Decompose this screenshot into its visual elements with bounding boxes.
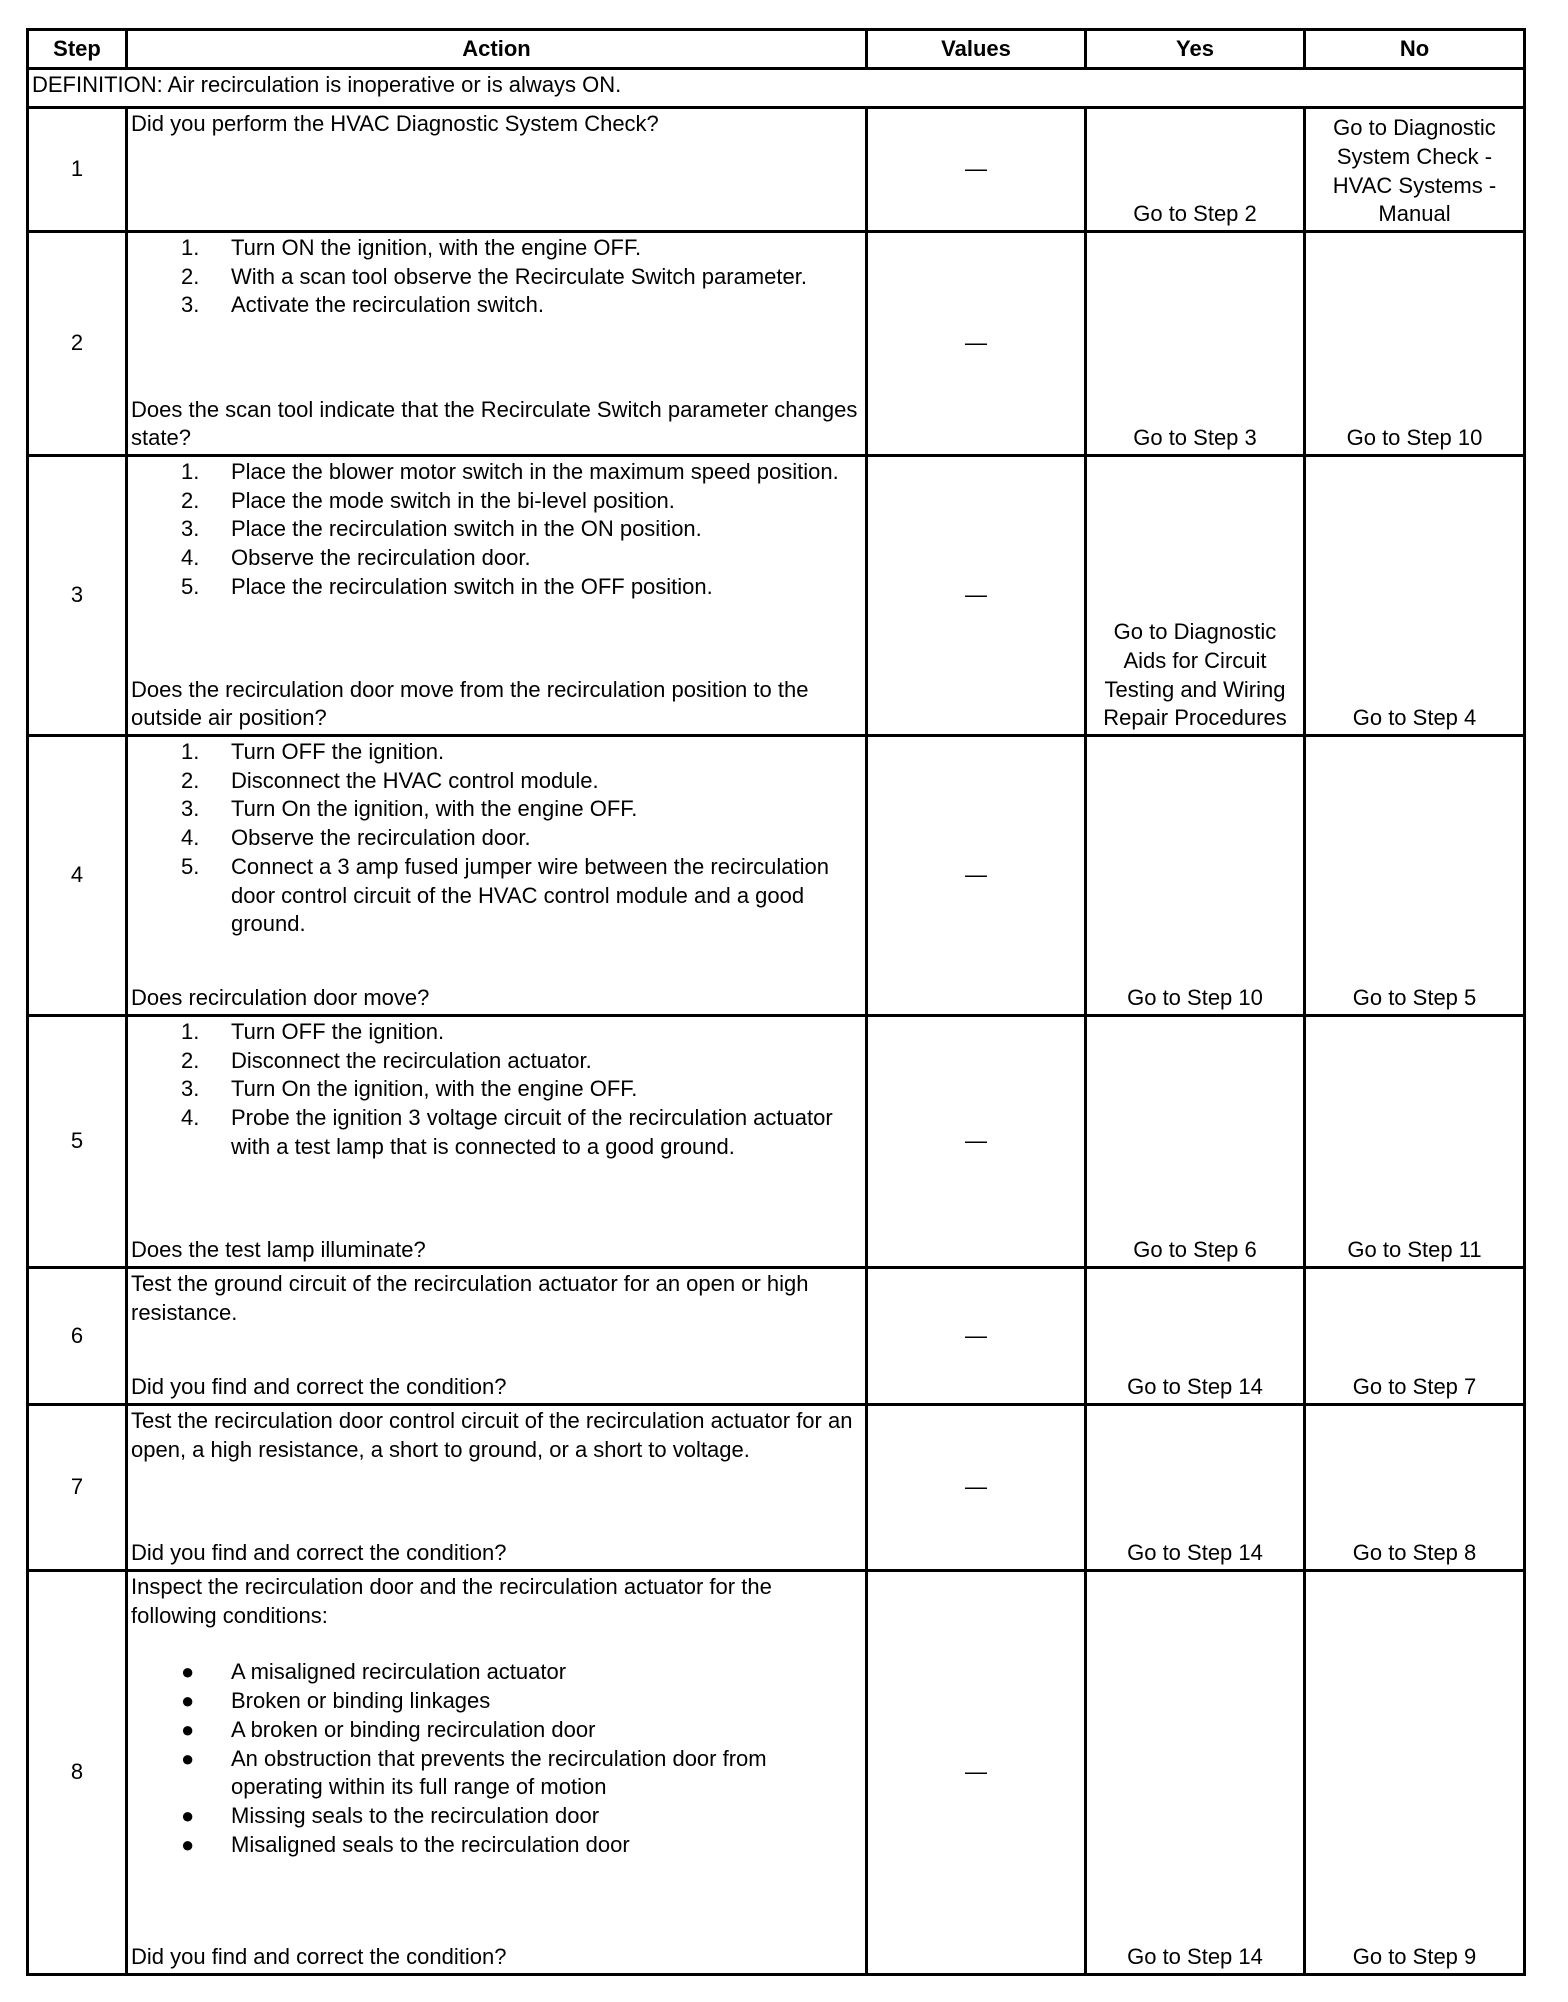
list-item: 5. Place the recirculation switch in the OFF position. (181, 573, 713, 599)
header-row (28, 30, 1525, 69)
list-item-text: Broken or binding linkages (231, 1688, 491, 1714)
value-cell: — (867, 1268, 1086, 1405)
action-cell (127, 1405, 867, 1571)
list-item-text: Turn OFF the ignition. (231, 739, 445, 764)
action-question: Does the test lamp illuminate? (131, 1237, 426, 1263)
list-item-text: A broken or binding recirculation door (231, 1716, 596, 1742)
yes-action: Go to Step 2 (1086, 108, 1305, 232)
value-cell: — (867, 1405, 1086, 1571)
step-list (131, 234, 862, 320)
list-item-text: Disconnect the HVAC control module. (231, 767, 599, 793)
step-row (28, 1571, 1525, 1975)
no-action: Go to Step 7 (1305, 1268, 1525, 1405)
list-item-text: Turn OFF the ignition. (231, 1019, 445, 1044)
list-item: 3. Turn On the ignition, with the engine OFF. (181, 796, 638, 822)
list-item: 1. Turn OFF the ignition. (181, 1019, 445, 1044)
list-item-text: Observe the recirculation door. (231, 825, 531, 851)
yes-action: Go to Step 14 (1086, 1268, 1305, 1405)
no-action: Go to Step 11 (1305, 1016, 1525, 1268)
action-cell (127, 232, 867, 456)
action-cell (127, 1268, 867, 1405)
step-row (28, 232, 1525, 456)
step-row (28, 1405, 1525, 1571)
list-item-text: An obstruction that prevents the recirculation door from operating within its full range of motion (231, 1745, 767, 1800)
step-list (131, 458, 862, 602)
list-item: 3. Turn On the ignition, with the engine OFF. (181, 1076, 638, 1102)
header-step: Step (28, 30, 127, 69)
list-item-text: A misaligned recirculation actuator (231, 1659, 567, 1685)
header-action: Action (127, 30, 867, 69)
action-question: Did you find and correct the condition? (131, 1944, 507, 1970)
step-number: 6 (28, 1268, 127, 1405)
action-question: Did you find and correct the condition? (131, 1374, 507, 1400)
list-item: 4. Observe the recirculation door. (181, 825, 531, 851)
action-cell (127, 108, 867, 232)
value-cell: — (867, 456, 1086, 736)
value-cell: — (867, 232, 1086, 456)
list-item: ● Missing seals to the recirculation door (181, 1802, 600, 1828)
yes-action: Go to Diagnostic Aids for Circuit Testing and Wiring Repair Procedures (1086, 456, 1305, 736)
action-cell (127, 1016, 867, 1268)
list-item: ● Broken or binding linkages (181, 1688, 491, 1714)
yes-action: Go to Step 14 (1086, 1571, 1305, 1975)
no-action: Go to Step 4 (1305, 456, 1525, 736)
action-cell (127, 736, 867, 1016)
list-item: 4. Observe the recirculation door. (181, 545, 531, 571)
step-row (28, 108, 1525, 232)
list-item-text: Place the recirculation switch in the ON position. (231, 516, 702, 542)
list-item: 4. Probe the ignition 3 voltage circuit of the recirculation actuator with a test lamp that is connected to a good ground. (181, 1105, 833, 1159)
list-item: 3. Place the recirculation switch in the ON position. (181, 516, 702, 542)
list-item-text: Observe the recirculation door. (231, 545, 531, 571)
no-action: Go to Step 8 (1305, 1405, 1525, 1571)
header-yes: Yes (1086, 30, 1305, 69)
list-item: ● An obstruction that prevents the recirculation door from operating within its full range of motion (181, 1745, 767, 1800)
list-item: 1. Turn ON the ignition, with the engine OFF. (181, 235, 642, 260)
list-item-text: Turn On the ignition, with the engine OFF. (231, 796, 638, 822)
list-item-text: Turn ON the ignition, with the engine OFF. (231, 235, 642, 260)
value-cell: — (867, 108, 1086, 232)
step-number: 5 (28, 1016, 127, 1268)
list-item-text: Activate the recirculation switch. (231, 292, 545, 318)
list-item-text: Place the recirculation switch in the OFF position. (231, 573, 713, 599)
definition: DEFINITION: Air recirculation is inoperative or is always ON. (28, 69, 1525, 108)
list-item: 3. Activate the recirculation switch. (181, 292, 545, 318)
step-number: 8 (28, 1571, 127, 1975)
condition-list (131, 1658, 862, 1859)
step-number: 1 (28, 108, 127, 232)
step-list (131, 1018, 862, 1162)
action-question: Did you find and correct the condition? (131, 1540, 507, 1566)
value-cell: — (867, 1571, 1086, 1975)
yes-action: Go to Step 6 (1086, 1016, 1305, 1268)
step-row (28, 1268, 1525, 1405)
step-number: 7 (28, 1405, 127, 1571)
no-action: Go to Step 10 (1305, 232, 1525, 456)
action-intro: Did you perform the HVAC Diagnostic System Check? (131, 111, 659, 136)
list-item-text: Connect a 3 amp fused jumper wire between the recirculation door control circuit of the HVAC control module and a good ground. (231, 853, 829, 937)
action-question: Does the scan tool indicate that the Recirculate Switch parameter changes state? (131, 396, 858, 451)
no-action: Go to Step 5 (1305, 736, 1525, 1016)
list-item-text: Misaligned seals to the recirculation door (231, 1831, 630, 1857)
list-item: ● Misaligned seals to the recirculation door (181, 1831, 630, 1857)
list-item-text: Place the mode switch in the bi-level position. (231, 487, 675, 513)
list-item-text: With a scan tool observe the Recirculate Switch parameter. (231, 263, 807, 289)
step-row (28, 456, 1525, 736)
action-cell (127, 456, 867, 736)
action-intro: Test the recirculation door control circuit of the recirculation actuator for an open, a high resistance, a short to ground, or a short to voltage. (131, 1408, 853, 1462)
list-item-text: Probe the ignition 3 voltage circuit of the recirculation actuator with a test lamp that is connected to a good ground. (231, 1105, 833, 1159)
list-item: 2. Place the mode switch in the bi-level position. (181, 487, 675, 513)
action-cell (127, 1571, 867, 1975)
list-item: ● A broken or binding recirculation door (181, 1716, 596, 1742)
list-item: 2. Disconnect the HVAC control module. (181, 767, 599, 793)
no-action: Go to Step 9 (1305, 1571, 1525, 1975)
action-intro: Inspect the recirculation door and the recirculation actuator for the following conditions: (131, 1574, 772, 1628)
list-item: 5. Connect a 3 amp fused jumper wire between the recirculation door control circuit of the HVAC control module and a good ground. (181, 853, 829, 937)
step-row (28, 736, 1525, 1016)
step-number: 3 (28, 456, 127, 736)
step-number: 2 (28, 232, 127, 456)
list-item: 2. Disconnect the recirculation actuator. (181, 1047, 592, 1073)
value-cell: — (867, 1016, 1086, 1268)
list-item: 1. Turn OFF the ignition. (181, 739, 445, 764)
action-question: Does recirculation door move? (131, 985, 430, 1011)
no-action: Go to Diagnostic System Check - HVAC Systems - Manual (1305, 108, 1525, 232)
header-no: No (1305, 30, 1525, 69)
list-item-text: Missing seals to the recirculation door (231, 1802, 600, 1828)
list-item: 1. Place the blower motor switch in the maximum speed position. (181, 459, 839, 484)
diagnostic-table (26, 28, 1526, 1976)
list-item: ● A misaligned recirculation actuator (181, 1659, 567, 1685)
action-intro: Test the ground circuit of the recirculation actuator for an open or high resistance. (131, 1271, 809, 1325)
step-list (131, 738, 862, 939)
step-number: 4 (28, 736, 127, 1016)
yes-action: Go to Step 14 (1086, 1405, 1305, 1571)
list-item-text: Disconnect the recirculation actuator. (231, 1047, 592, 1073)
list-item: 2. With a scan tool observe the Recirculate Switch parameter. (181, 263, 807, 289)
step-row (28, 1016, 1525, 1268)
yes-action: Go to Step 10 (1086, 736, 1305, 1016)
yes-action: Go to Step 3 (1086, 232, 1305, 456)
list-item-text: Turn On the ignition, with the engine OFF. (231, 1076, 638, 1102)
list-item-text: Place the blower motor switch in the maximum speed position. (231, 459, 839, 484)
value-cell: — (867, 736, 1086, 1016)
action-question: Does the recirculation door move from the recirculation position to the outside air position? (131, 676, 809, 731)
definition-row (28, 69, 1525, 108)
header-values: Values (867, 30, 1086, 69)
